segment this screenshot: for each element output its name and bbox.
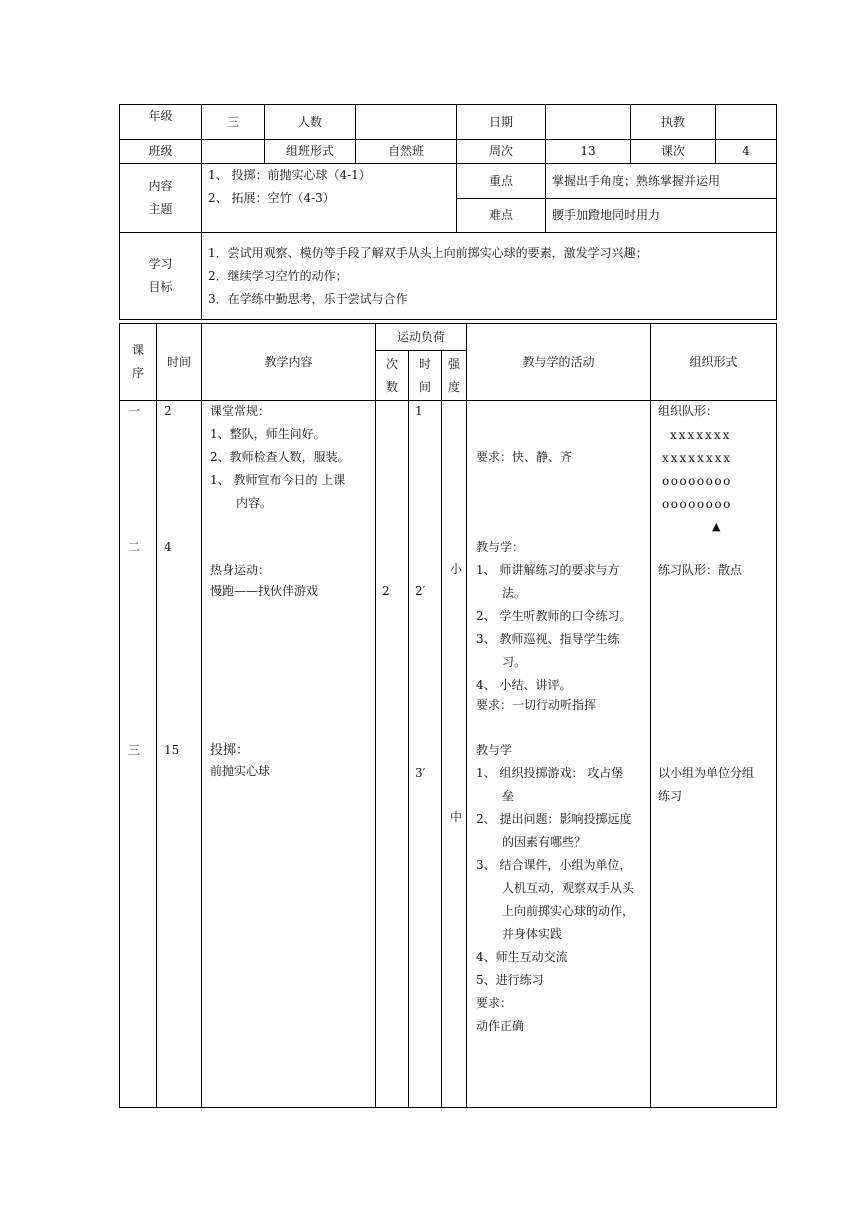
class-value xyxy=(202,140,265,164)
content-label: 内容 主题 xyxy=(120,164,202,233)
section-activity-line: 法。 xyxy=(502,586,527,600)
section-activity-line: 3、 教师巡视、指导学生练 xyxy=(476,632,620,646)
section-duration: 3′ xyxy=(415,766,426,780)
section-organization-line: 练习队形：散点 xyxy=(658,563,743,577)
section-activity-line: 1、 师讲解练习的要求与方 xyxy=(476,563,620,577)
section-content-line: 慢跑——找伙伴游戏 xyxy=(210,584,319,598)
section-activity-line: 教与学 xyxy=(476,743,513,757)
section-activity-line: 并身体实践 xyxy=(502,927,563,941)
lesson-info-table xyxy=(119,104,777,320)
lesson-label: 课次 xyxy=(631,140,716,164)
section-activity-line: 2、 学生听教师的口令练习。 xyxy=(476,609,632,623)
section-activity-line: 1、 组织投掷游戏： 攻占堡 xyxy=(476,766,624,780)
section-content-line: 投掷： xyxy=(210,743,250,758)
reps-column xyxy=(376,401,409,1108)
content-item: 1、 投掷：前抛实心球（4-1） xyxy=(208,168,371,182)
section-activity-line: 3、 结合课件，小组为单位， xyxy=(476,858,632,872)
section-activity-line: 要求： xyxy=(476,996,513,1010)
content-items xyxy=(202,164,457,233)
load-header: 运动负荷 xyxy=(376,324,467,351)
organization-header: 组织形式 xyxy=(651,324,777,401)
section-activity-line: 人机互动，观察双手从头 xyxy=(502,881,635,895)
section-content-line: 2、教师检查人数，服装。 xyxy=(210,450,350,464)
formation-row: oooooooo xyxy=(662,497,732,511)
section-seq: 一 xyxy=(128,404,141,418)
week-value: 13 xyxy=(546,140,631,164)
seq-header: 课 序 xyxy=(120,324,157,401)
section-organization-line: 以小组为单位分组 xyxy=(658,766,755,780)
teacher-value xyxy=(716,105,777,140)
class-label: 班级 xyxy=(120,140,202,164)
section-content-line: 1、整队，师生问好。 xyxy=(210,427,326,441)
difficulty-label: 难点 xyxy=(457,199,546,233)
section-content-line: 前抛实心球 xyxy=(210,764,271,778)
teacher-position-icon: ▲ xyxy=(712,520,721,533)
section-activity-line: 垒 xyxy=(502,789,515,803)
section-activity-line: 习。 xyxy=(502,655,527,669)
lesson-value: 4 xyxy=(716,140,777,164)
section-duration: 1 xyxy=(415,404,423,418)
week-label: 周次 xyxy=(457,140,546,164)
activities-header: 教与学的活动 xyxy=(467,324,651,401)
section-activity-line: 4、 小结、讲评。 xyxy=(476,678,572,692)
intensity-header: 强 度 xyxy=(442,351,467,401)
section-seq: 三 xyxy=(128,743,141,757)
section-time: 2 xyxy=(164,404,172,418)
content-item: 2、 拓展：空竹（4-3） xyxy=(208,191,335,205)
section-content-line: 课堂常规： xyxy=(210,404,271,418)
key-point-value: 掌握出手角度；熟练掌握并运用 xyxy=(546,164,777,199)
section-activity-line: 的因素有哪些？ xyxy=(502,835,587,849)
section-activity-line: 5、进行练习 xyxy=(476,973,544,987)
goals-label: 学习 目标 xyxy=(120,233,202,320)
section-content-line: 内容。 xyxy=(236,496,273,510)
goals-items xyxy=(202,233,777,320)
date-value xyxy=(546,105,631,140)
group-form-label: 组班形式 xyxy=(265,140,356,164)
section-organization-line: 练习 xyxy=(658,789,683,803)
section-organization-line: 组织队形： xyxy=(658,404,719,418)
section-intensity: 中 xyxy=(450,810,463,824)
teaching-content-header: 教学内容 xyxy=(202,324,376,401)
difficulty-value: 腰手加蹬地同时用力 xyxy=(546,199,777,233)
section-activity-line: 上向前掷实心球的动作， xyxy=(502,904,635,918)
duration-column xyxy=(409,401,442,1108)
section-activity-line: 要求：一切行动听指挥 xyxy=(476,698,597,712)
reps-header: 次 数 xyxy=(376,351,409,401)
duration-header: 时 间 xyxy=(409,351,442,401)
teacher-label: 执教 xyxy=(631,105,716,140)
section-content-line: 1、 教师宣布今日的 上课 xyxy=(210,473,346,487)
grade-label: 年级 xyxy=(120,105,202,140)
section-activity-line: 教与学： xyxy=(476,540,525,554)
time-header: 时间 xyxy=(157,324,202,401)
goal-item: 3．在学练中勤思考，乐于尝试与合作 xyxy=(208,291,408,306)
section-reps: 2 xyxy=(382,584,390,598)
goal-item: 1．尝试用观察、模仿等手段了解双手从头上向前掷实心球的要素，激发学习兴趣； xyxy=(208,245,648,260)
count-label: 人数 xyxy=(265,105,356,140)
group-form-value: 自然班 xyxy=(356,140,457,164)
section-activity-line: 要求：快、静、齐 xyxy=(476,450,573,464)
section-activity-line: 动作正确 xyxy=(476,1019,525,1033)
formation-row: oooooooo xyxy=(662,474,732,488)
section-activity-line: 2、 提出问题：影响投掷远度 xyxy=(476,812,632,826)
goal-item: 2．继续学习空竹的动作； xyxy=(208,268,348,283)
section-seq: 二 xyxy=(128,540,141,554)
section-activity-line: 4、师生互动交流 xyxy=(476,950,568,964)
formation-row: xxxxxxxx xyxy=(662,451,733,465)
section-duration: 2′ xyxy=(415,584,426,598)
section-time: 4 xyxy=(164,540,172,554)
date-label: 日期 xyxy=(457,105,546,140)
section-time: 15 xyxy=(164,743,180,757)
intensity-column xyxy=(442,401,467,1108)
formation-row: xxxxxxx xyxy=(670,428,732,442)
grade-value: 三 xyxy=(202,105,265,140)
section-intensity: 小 xyxy=(450,562,463,576)
section-content-line: 热身运动： xyxy=(210,563,271,577)
count-value xyxy=(356,105,457,140)
key-point-label: 重点 xyxy=(457,164,546,199)
